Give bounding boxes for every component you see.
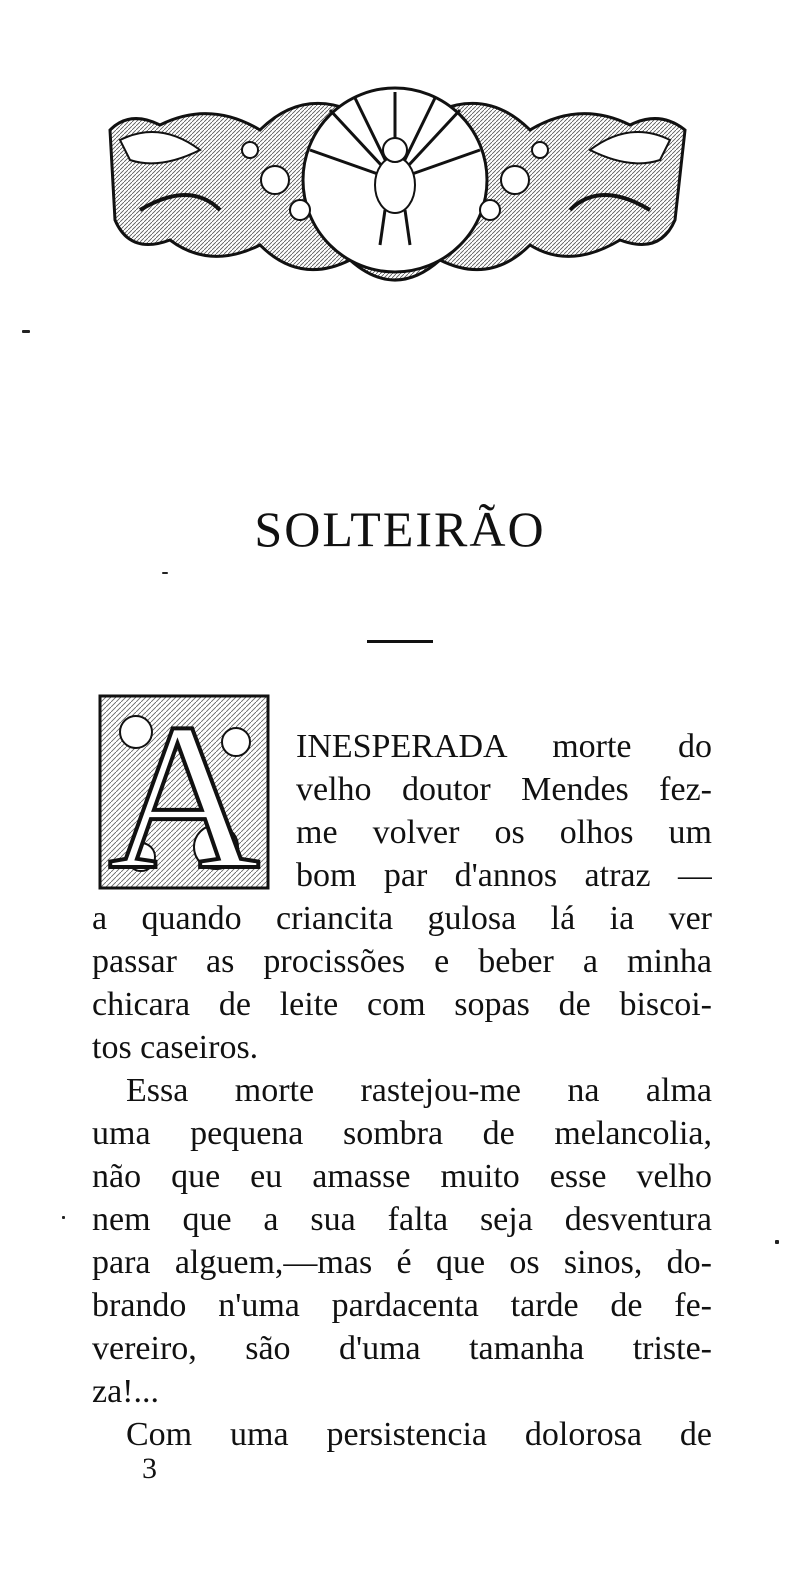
body-line: para alguem,—mas é que os sinos, do- xyxy=(92,1244,712,1281)
paragraph-2 xyxy=(92,1069,712,1413)
body-line: tos caseiros. xyxy=(92,1029,259,1066)
body-line: Com uma persistencia dolorosa de xyxy=(126,1416,712,1453)
dropcap-floral-initial-icon xyxy=(96,692,272,892)
body-line: uma pequena sombra de melancolia, xyxy=(92,1115,712,1152)
title-divider xyxy=(367,640,433,643)
body-line: não que eu amasse muito esse velho xyxy=(92,1158,712,1195)
paragraph-3 xyxy=(92,1413,712,1456)
paragraph-1 xyxy=(92,897,712,1069)
body-line: vereiro, são d'uma tamanha triste- xyxy=(92,1330,712,1367)
body-line: passar as procissões e beber a minha xyxy=(92,943,712,980)
scan-speck xyxy=(162,572,168,574)
scan-speck xyxy=(62,1216,65,1219)
opening-line: INESPERADA morte do xyxy=(296,728,712,765)
scan-speck xyxy=(22,330,30,333)
headpiece-ornament-icon xyxy=(100,70,690,300)
body-line: brando n'uma pardacenta tarde de fe- xyxy=(92,1287,712,1324)
opening-line: velho doutor Mendes fez- xyxy=(296,771,712,808)
body-line: chicara de leite com sopas de biscoi- xyxy=(92,986,712,1023)
opening-line: bom par d'annos atraz — xyxy=(296,857,712,894)
page-number: 3 xyxy=(142,1452,157,1485)
opening-line: me volver os olhos um xyxy=(296,814,712,851)
scan-speck xyxy=(775,1240,779,1244)
dropcap-letter: A xyxy=(108,692,260,892)
body-line: a quando criancita gulosa lá ia ver xyxy=(92,900,712,937)
body-line: Essa morte rastejou-me na alma xyxy=(126,1072,712,1109)
opening-lines xyxy=(296,725,712,897)
page-title: SOLTEIRÃO xyxy=(254,501,546,557)
body-line: nem que a sua falta seja desventura xyxy=(92,1201,712,1238)
body-line: za!... xyxy=(92,1373,160,1410)
